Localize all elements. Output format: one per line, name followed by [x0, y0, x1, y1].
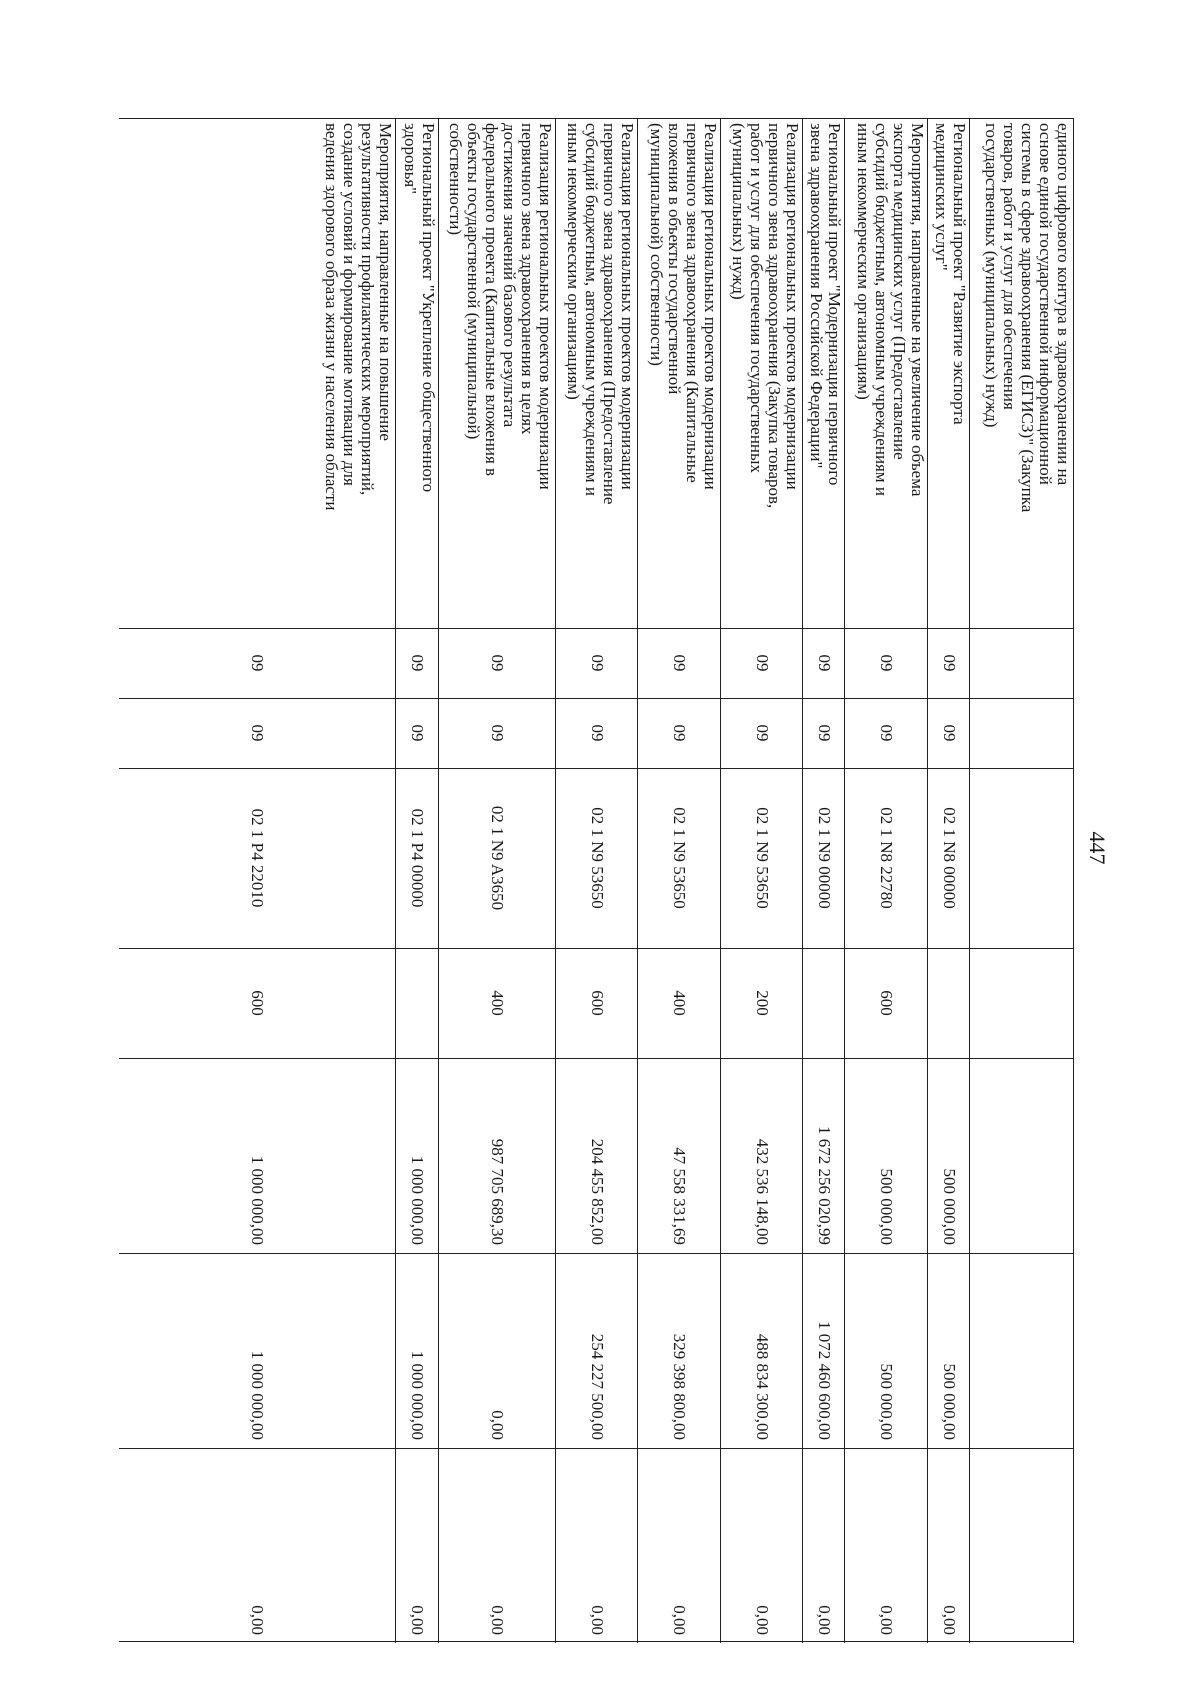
- row-target-code: [970, 768, 1074, 948]
- column-divider: [119, 1448, 1074, 1449]
- row-divider: [637, 118, 638, 1643]
- row-subsection: 09: [488, 724, 508, 742]
- row-target-code: 02 1 N8 00000: [940, 807, 959, 909]
- table-row: [396, 118, 439, 1643]
- row-amount-2: 1 072 460 600,00: [815, 1321, 834, 1440]
- row-subsection: [970, 698, 1074, 768]
- row-divider: [555, 118, 556, 1643]
- column-divider: [119, 948, 1074, 949]
- row-amount-2: 0,00: [488, 1410, 508, 1440]
- row-target-code: 02 1 N9 00000: [815, 807, 834, 909]
- row-amount-2: 500 000,00: [877, 1363, 897, 1440]
- row-amount-1: 432 536 148,00: [753, 1138, 772, 1245]
- table-row: [970, 118, 1074, 1643]
- table-row: [721, 118, 803, 1643]
- row-name: Региональный проект "Развитие экспорта медицинских услуг": [932, 123, 969, 425]
- row-amount-2: 1 000 000,00: [408, 1350, 428, 1440]
- row-expense-kind: [803, 948, 845, 1058]
- row-section: 09: [488, 654, 508, 672]
- row-divider: [1073, 118, 1074, 1643]
- table-row: [556, 118, 638, 1643]
- table-row: [439, 118, 556, 1643]
- column-divider: [119, 698, 1074, 699]
- row-name: Мероприятия, направленные на повышение результативности профилактических мероприятий, создание условий и формирование мотивации для ведения здорового образа жизни у населения области: [322, 123, 395, 511]
- row-amount-3: 0,00: [877, 1605, 897, 1635]
- row-subsection: 09: [815, 724, 834, 742]
- row-amount-2: 500 000,00: [940, 1363, 959, 1440]
- page-number: 447: [1085, 831, 1110, 865]
- row-amount-3: 0,00: [588, 1605, 607, 1635]
- row-expense-kind: [970, 948, 1074, 1058]
- row-amount-2: 254 227 500,00: [588, 1333, 607, 1440]
- row-expense-kind: [928, 948, 970, 1058]
- row-amount-1: 500 000,00: [877, 1168, 897, 1245]
- row-subsection: 09: [248, 724, 268, 742]
- row-section: 09: [940, 654, 959, 672]
- row-amount-3: 0,00: [670, 1605, 690, 1635]
- row-expense-kind: 600: [588, 990, 607, 1016]
- row-amount-3: 0,00: [815, 1605, 834, 1635]
- row-amount-3: 0,00: [753, 1605, 772, 1635]
- row-section: 09: [753, 654, 772, 672]
- column-divider: [119, 628, 1074, 629]
- row-expense-kind: 400: [488, 990, 508, 1016]
- row-divider: [969, 118, 970, 1643]
- column-divider: [119, 1253, 1074, 1254]
- row-expense-kind: 600: [248, 990, 268, 1016]
- row-expense-kind: 400: [670, 990, 690, 1016]
- row-section: 09: [670, 654, 690, 672]
- row-expense-kind: 600: [877, 990, 897, 1016]
- row-amount-1: 500 000,00: [940, 1168, 959, 1245]
- row-amount-1: 1 672 256 020,99: [815, 1126, 834, 1245]
- row-amount-1: 1 000 000,00: [408, 1155, 428, 1245]
- row-name: Реализация региональных проектов модернизации первичного звена здравоохранения (Капитальные вложения в объекты государственной (муниципальной) собственности): [647, 123, 720, 490]
- row-subsection: 09: [408, 724, 428, 742]
- row-target-code: 02 1 P4 00000: [408, 808, 428, 908]
- row-divider: [438, 118, 439, 1643]
- table-row: [845, 118, 928, 1643]
- row-section: 09: [408, 654, 428, 672]
- row-name: Реализация региональных проектов модернизации первичного звена здравоохранения (Предоставление субсидий бюджетным, автономным учреждениям и иным некоммерческим организациям): [564, 123, 637, 505]
- column-divider: [119, 1058, 1074, 1059]
- row-divider: [927, 118, 928, 1643]
- column-divider: [119, 118, 1074, 119]
- table-row: [803, 118, 845, 1643]
- row-expense-kind: [396, 948, 439, 1058]
- row-amount-2: 329 398 800,00: [670, 1333, 690, 1440]
- row-amount-3: 0,00: [408, 1605, 428, 1635]
- row-section: 09: [877, 654, 897, 672]
- row-subsection: 09: [670, 724, 690, 742]
- row-target-code: 02 1 N9 53650: [753, 807, 772, 909]
- row-name: Реализация региональных проектов модернизации первичного звена здравоохранения (Закупка товаров, работ и услуг для обеспечения государственных (муниципальных) нужд): [729, 123, 802, 509]
- row-target-code: 02 1 N9 53650: [670, 807, 690, 909]
- row-subsection: 09: [940, 724, 959, 742]
- table-row: [119, 118, 396, 1643]
- budget-table: [119, 118, 1074, 1643]
- row-name: Реализация региональных проектов модернизации первичного звена здравоохранения в целях достижения значений базового результата федерального проекта (Капитальные вложения в объекты государственной (муниципальной) собственности): [446, 123, 555, 490]
- row-amount-2: 1 000 000,00: [248, 1350, 268, 1440]
- row-amount-1: [970, 1058, 1074, 1253]
- row-divider: [395, 118, 396, 1643]
- row-amount-1: 1 000 000,00: [248, 1155, 268, 1245]
- row-section: 09: [588, 654, 607, 672]
- table-row: [638, 118, 721, 1643]
- row-subsection: 09: [877, 724, 897, 742]
- row-target-code: 02 1 P4 22010: [248, 808, 268, 908]
- row-amount-1: 987 705 689,30: [488, 1138, 508, 1245]
- row-section: [970, 628, 1074, 698]
- row-divider: [844, 118, 845, 1643]
- row-amount-3: 0,00: [248, 1605, 268, 1635]
- row-amount-1: 47 558 331,69: [670, 1147, 690, 1245]
- row-expense-kind: 200: [753, 990, 772, 1016]
- row-amount-3: 0,00: [940, 1605, 959, 1635]
- row-subsection: 09: [753, 724, 772, 742]
- row-amount-3: [970, 1448, 1074, 1643]
- row-divider: [802, 118, 803, 1643]
- row-amount-2: 488 834 300,00: [753, 1333, 772, 1440]
- row-name: Региональный проект "Укрепление общественного здоровья": [401, 123, 438, 493]
- row-section: 09: [248, 654, 268, 672]
- row-amount-3: 0,00: [488, 1605, 508, 1635]
- row-target-code: 02 1 N9 53650: [588, 807, 607, 909]
- row-subsection: 09: [588, 724, 607, 742]
- column-divider: [119, 768, 1074, 769]
- row-target-code: 02 1 N8 22780: [877, 807, 897, 909]
- row-name: Мероприятия, направленные на увеличение объема экспорта медицинских услуг (Предоставление субсидий бюджетным, автономным учреждениям и иным некоммерческим организациям): [854, 123, 927, 497]
- column-divider: [119, 1641, 1074, 1642]
- row-amount-1: 204 455 852,00: [588, 1138, 607, 1245]
- row-name: единого цифрового контура в здравоохранении на основе единой государственной информационной системы в сфере здравоохранения (ЕГИСЗ)" (Закупка товаров, работ и услуг для обеспечения государственных (муниципальных) нужд): [982, 123, 1073, 513]
- table-row: [928, 118, 970, 1643]
- row-divider: [720, 118, 721, 1643]
- row-amount-2: [970, 1253, 1074, 1448]
- row-section: 09: [815, 654, 834, 672]
- row-name: Региональный проект "Модернизация первичного звена здравоохранения Российской Федерации": [807, 123, 844, 486]
- rotated-table-wrapper: [119, 118, 1074, 1643]
- row-target-code: 02 1 N9 A3650: [488, 805, 508, 911]
